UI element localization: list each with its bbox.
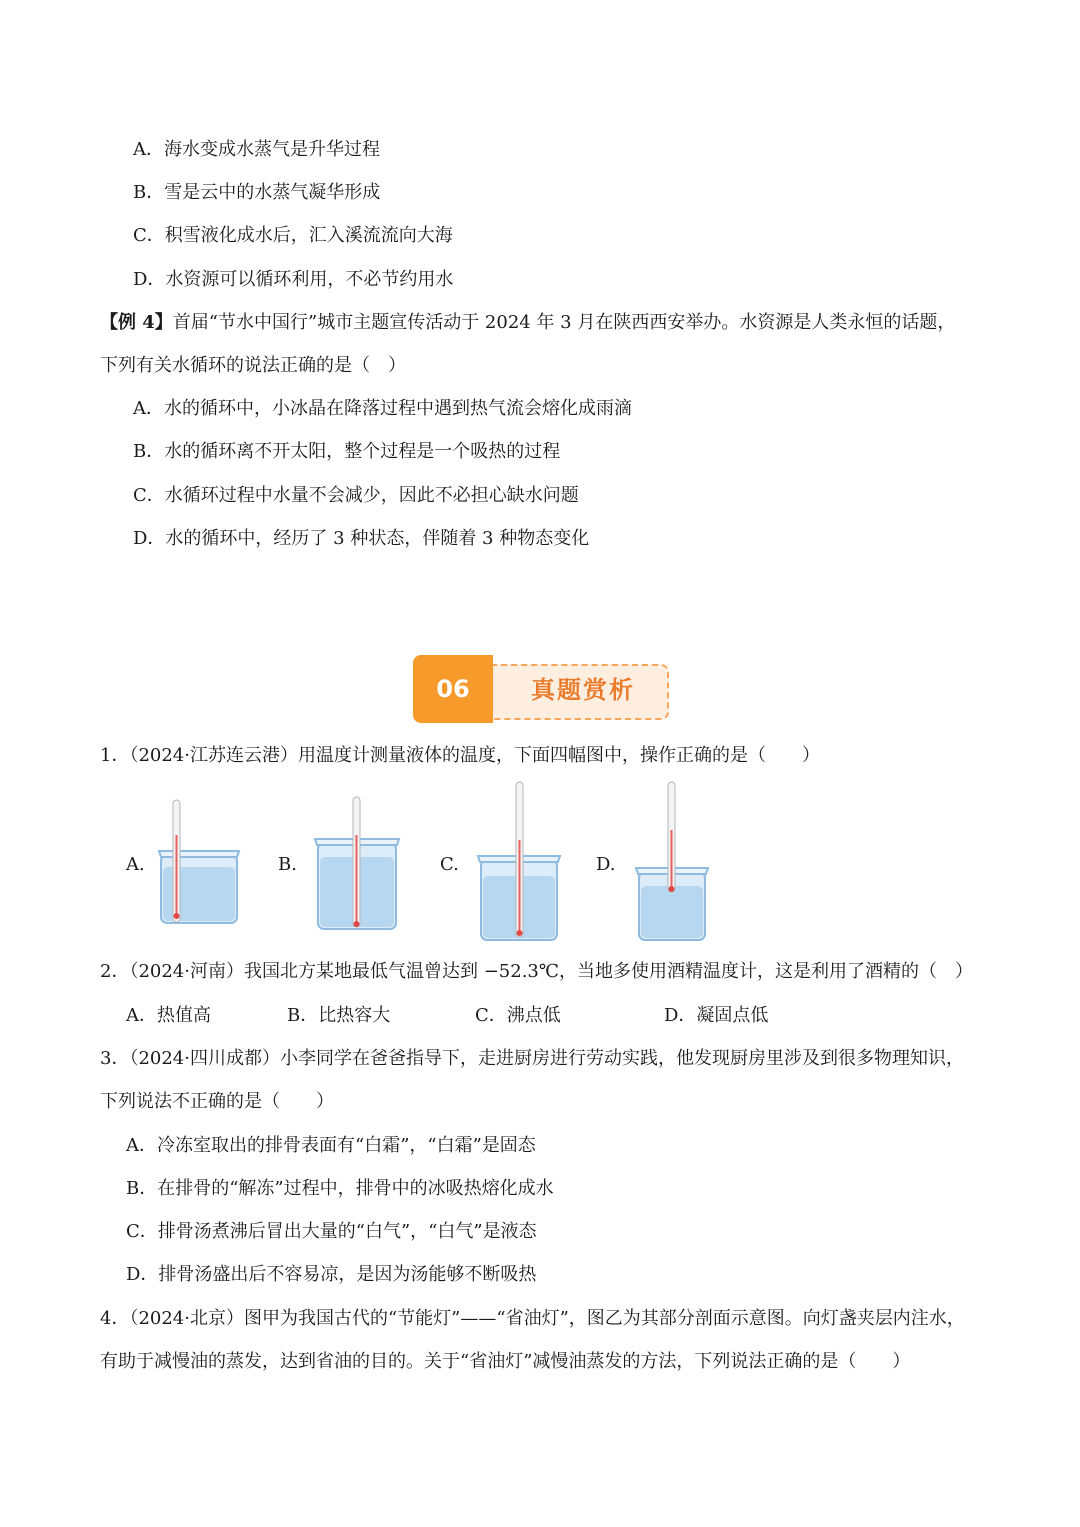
section-banner (413, 655, 669, 723)
q1-label-c: C. (440, 854, 459, 875)
beaker-figure-d (633, 780, 713, 945)
q1-label-a: A. (126, 854, 145, 875)
section-title: 真题赏析 (531, 676, 635, 704)
example4-text: 首届“节水中国行”城市主题宣传活动于 2024 年 3 月在陕西西安举办。水资源是人类永恒的话题， (172, 312, 956, 333)
q3-line1: 3．（2024·四川成都）小李同学在爸爸指导下，走进厨房进行劳动实践，他发现厨房里涉及到很多物理知识， (100, 1048, 964, 1069)
q3-option-c: C．排骨汤煮沸后冒出大量的“白气”，“白气”是液态 (126, 1221, 537, 1242)
q1-text: 1．（2024·江苏连云港）用温度计测量液体的温度，下面四幅图中，操作正确的是（ ） (100, 745, 820, 766)
beaker-figure-b (312, 795, 402, 935)
q2-option-a: A．热值高 (126, 1005, 211, 1026)
q2-option-b: B．比热容大 (287, 1005, 391, 1026)
option-d: D．水资源可以循环利用，不必节约用水 (133, 269, 454, 290)
q4-line2: 有助于减慢油的蒸发，达到省油的目的。关于“省油灯”减慢油蒸发的方法，下列说法正确的是（ ） (100, 1351, 911, 1372)
option-c: C．积雪液化成水后，汇入溪流流向大海 (133, 225, 453, 246)
example4-tag: 【例 4】 (100, 312, 173, 333)
example4-option-b: B．水的循环离不开太阳，整个过程是一个吸热的过程 (133, 441, 561, 462)
q1-label-d: D. (596, 854, 616, 875)
example4-line2: 下列有关水循环的说法正确的是（ ） (100, 355, 406, 376)
example4-option-a: A．水的循环中，小冰晶在降落过程中遇到热气流会熔化成雨滴 (133, 398, 632, 419)
q3-line2: 下列说法不正确的是（ ） (100, 1091, 334, 1112)
q2-text: 2．（2024·河南）我国北方某地最低气温曾达到 −52.3℃，当地多使用酒精温度计，这是利用了酒精的（ ） (100, 961, 973, 982)
option-b: B．雪是云中的水蒸气凝华形成 (133, 182, 381, 203)
example4-line1 (100, 311, 955, 335)
q3-option-a: A．冷冻室取出的排骨表面有“白霜”，“白霜”是固态 (126, 1135, 536, 1156)
option-a: A．海水变成水蒸气是升华过程 (133, 139, 380, 160)
q2-option-d: D．凝固点低 (664, 1005, 769, 1026)
beaker-figure-c (475, 780, 565, 945)
section-number: 06 (413, 655, 493, 723)
example4-option-c: C．水循环过程中水量不会减少，因此不必担心缺水问题 (133, 485, 579, 506)
beaker-figure-a (155, 795, 245, 930)
q2-option-c: C．沸点低 (475, 1005, 561, 1026)
example4-option-d: D．水的循环中，经历了 3 种状态，伴随着 3 种物态变化 (133, 528, 590, 549)
q4-line1: 4．（2024·北京）图甲为我国古代的“节能灯”——“省油灯”，图乙为其部分剖面示意图。向灯盏夹层内注水， (100, 1308, 965, 1329)
q3-option-d: D．排骨汤盛出后不容易凉，是因为汤能够不断吸热 (126, 1264, 537, 1285)
q3-option-b: B．在排骨的“解冻”过程中，排骨中的冰吸热熔化成水 (126, 1178, 554, 1199)
q1-label-b: B. (278, 854, 297, 875)
